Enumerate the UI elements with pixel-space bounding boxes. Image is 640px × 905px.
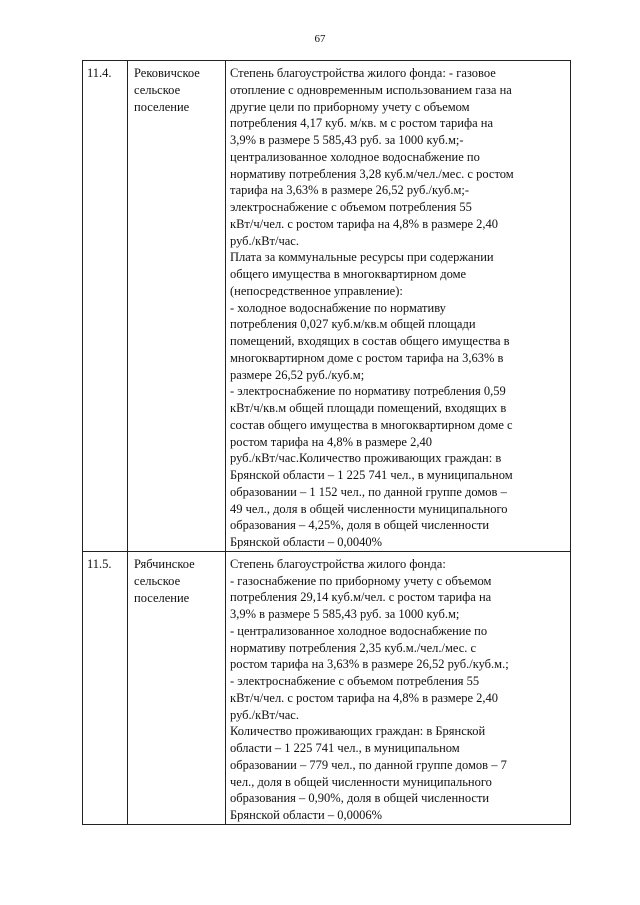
description-line: другие цели по приборному учету с объемом	[230, 99, 470, 114]
settlement-name-line: сельское	[134, 573, 181, 588]
description-cell	[226, 61, 571, 552]
settlement-name-line: поселение	[134, 100, 190, 114]
description-line: потребления 29,14 куб.м/чел. с ростом тарифа на	[230, 590, 492, 605]
page-number: 67	[314, 33, 326, 45]
settlement-name-line: поселение	[134, 590, 190, 605]
description-line: - холодное водоснабжение по нормативу	[230, 300, 446, 315]
description-line: помещений, входящих в состав общего имущества в	[230, 334, 510, 348]
description-line: ростом тарифа на 4,8% в размере 2,40	[230, 434, 432, 449]
settlement-name-line: Рековичское	[134, 66, 200, 80]
settlement-name-line: Рябчинское	[134, 556, 195, 571]
description-line: Плата за коммунальные ресурсы при содержании	[230, 250, 494, 265]
description-line: потребления 0,027 куб.м/кв.м общей площади	[230, 317, 476, 332]
description-line: чел., доля в общей численности муниципального	[230, 774, 492, 789]
description-line: образования – 0,90%, доля в общей численности	[230, 791, 490, 806]
description-line: (непосредственное управление):	[230, 283, 403, 298]
description-line: 3,9% в размере 5 585,43 руб. за 1000 куб.м;	[230, 607, 460, 621]
description-line: Степень благоустройства жилого фонда:	[230, 556, 446, 571]
description-line: потребления 4,17 куб. м/кв. м с ростом тарифа на	[230, 116, 494, 131]
description-line: - централизованное холодное водоснабжение по	[230, 623, 488, 638]
description-line: Брянской области – 0,0006%	[230, 808, 382, 822]
description-line: размере 26,52 руб./куб.м;	[230, 367, 365, 382]
description-line: руб./кВт/час.	[230, 233, 299, 248]
description-line: Брянской области – 1 225 741 чел., в муниципальном	[230, 468, 513, 482]
description-line: нормативу потребления 2,35 куб.м./чел./мес. с	[230, 640, 477, 655]
description-line: образовании – 1 152 чел., по данной группе домов –	[230, 484, 507, 499]
description-line: - газоснабжение по приборному учету с объемом	[230, 573, 492, 588]
description-line: образовании – 779 чел., по данной группе домов – 7	[230, 757, 507, 772]
description-line: кВт/ч/кв.м общей площади помещений, входящих в	[230, 401, 507, 415]
row-number-cell: 11.4.	[83, 61, 128, 552]
table-row	[83, 61, 571, 552]
description-line: многоквартирном доме с ростом тарифа на 3,63% в	[230, 350, 504, 365]
description-line: руб./кВт/час.Количество проживающих граждан: в	[230, 451, 502, 466]
description-line: кВт/ч/чел. с ростом тарифа на 4,8% в размере 2,40	[230, 216, 499, 231]
description-line: Количество проживающих граждан: в Брянской	[230, 724, 486, 739]
row-number-cell: 11.5.	[83, 551, 128, 824]
table-row	[83, 551, 571, 824]
description-line: Степень благоустройства жилого фонда: - газовое	[230, 66, 496, 80]
description-cell	[226, 551, 571, 824]
description-line: руб./кВт/час.	[230, 707, 299, 722]
description-line: 3,9% в размере 5 585,43 руб. за 1000 куб.м;-	[230, 133, 464, 147]
description-line: Брянской области – 0,0040%	[230, 535, 382, 549]
description-line: тарифа на 3,63% в размере 26,52 руб./куб.м;-	[230, 183, 470, 198]
description-line: отопление с одновременным использованием газа на	[230, 82, 512, 97]
description-line: кВт/ч/чел. с ростом тарифа на 4,8% в размере 2,40	[230, 690, 499, 705]
municipal-tariff-table	[82, 60, 571, 825]
settlement-name-cell	[128, 551, 226, 824]
description-line: ростом тарифа на 3,63% в размере 26,52 руб./куб.м.;	[230, 657, 509, 672]
description-line: образования – 4,25%, доля в общей численности	[230, 518, 490, 533]
description-line: - электроснабжение с объемом потребления 55	[230, 674, 480, 688]
settlement-name-cell	[128, 61, 226, 552]
description-line: состав общего имущества в многоквартирном доме с	[230, 417, 513, 432]
description-line: - электроснабжение по нормативу потребления 0,59	[230, 384, 506, 399]
description-line: электроснабжение с объемом потребления 55	[230, 200, 472, 214]
description-line: нормативу потребления 3,28 куб.м/чел./мес. с ростом	[230, 166, 514, 181]
description-line: централизованное холодное водоснабжение по	[230, 149, 480, 164]
description-line: общего имущества в многоквартирном доме	[230, 267, 467, 281]
description-line: области – 1 225 741 чел., в муниципальном	[230, 741, 460, 755]
description-line: 49 чел., доля в общей численности муниципального	[230, 501, 508, 516]
settlement-name-line: сельское	[134, 83, 181, 97]
